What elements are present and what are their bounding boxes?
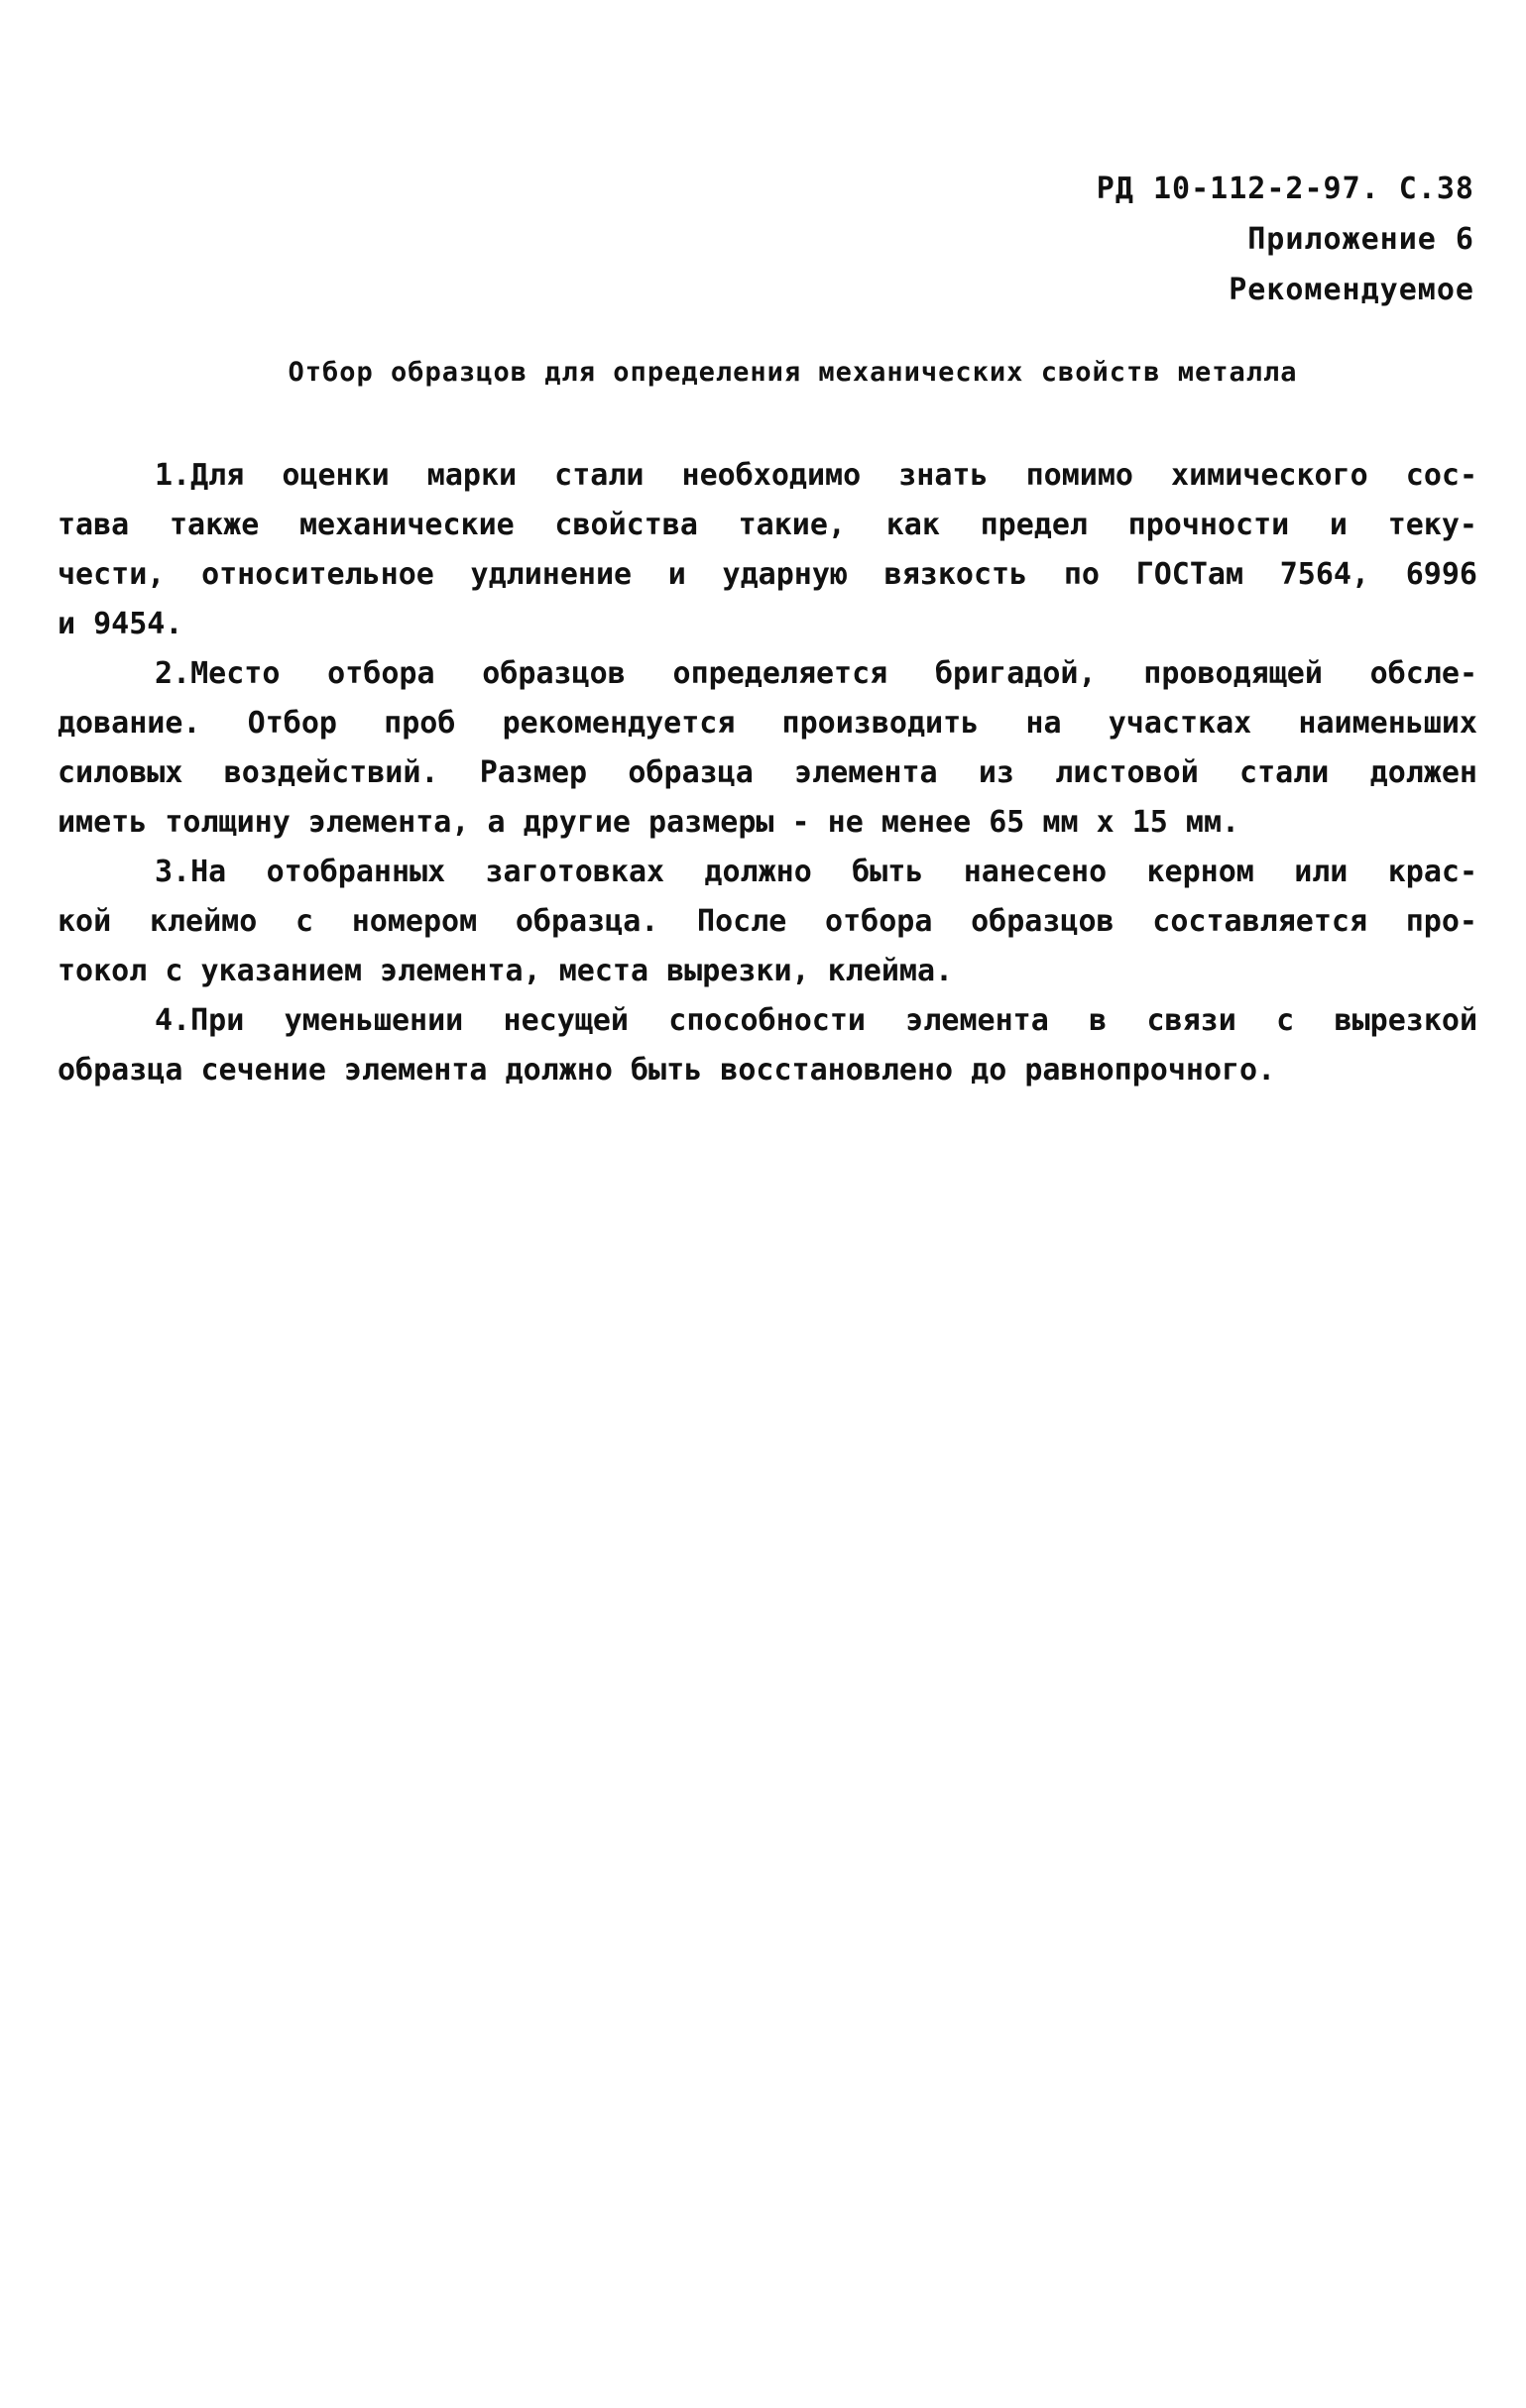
document-reference: РД 10-112-2-97. С.38: [1096, 172, 1474, 206]
appendix-label: Приложение 6: [1247, 222, 1474, 257]
paragraph-3: [58, 848, 1477, 996]
body-text: [58, 451, 1477, 1095]
text-line: тава также механические свойства такие, как предел прочности и теку-: [58, 508, 1477, 542]
paragraph-2: [58, 649, 1477, 848]
page-header: [1097, 164, 1474, 315]
appendix-status: Рекомендуемое: [1229, 273, 1474, 307]
text-line: и 9454.: [58, 607, 183, 641]
paragraph-1: [58, 451, 1477, 649]
text-line: чести, относительное удлинение и ударную вязкость по ГОСТам 7564, 6996: [58, 557, 1477, 592]
text-line: 4.При уменьшении несущей способности элемента в связи с вырезкой: [155, 1003, 1477, 1038]
section-title: Отбор образцов для определения механических свойств металла: [288, 357, 1298, 388]
text-line: образца сечение элемента должно быть восстановлено до равнопрочного.: [58, 1053, 1276, 1088]
text-line: силовых воздействий. Размер образца элемента из листовой стали должен: [58, 755, 1477, 790]
text-line: 2.Место отбора образцов определяется бригадой, проводящей обсле-: [155, 656, 1477, 691]
text-line: 3.На отобранных заготовках должно быть нанесено керном или крас-: [155, 855, 1477, 889]
text-line: дование. Отбор проб рекомендуется производить на участках наименьших: [58, 706, 1477, 741]
text-line: иметь толщину элемента, а другие размеры - не менее 65 мм х 15 мм.: [58, 805, 1240, 840]
text-line: кой клеймо с номером образца. После отбора образцов составляется про-: [58, 904, 1477, 939]
paragraph-4: [58, 996, 1477, 1095]
text-line: 1.Для оценки марки стали необходимо знать помимо химического сос-: [155, 458, 1477, 493]
text-line: токол с указанием элемента, места вырезки, клейма.: [58, 954, 954, 988]
